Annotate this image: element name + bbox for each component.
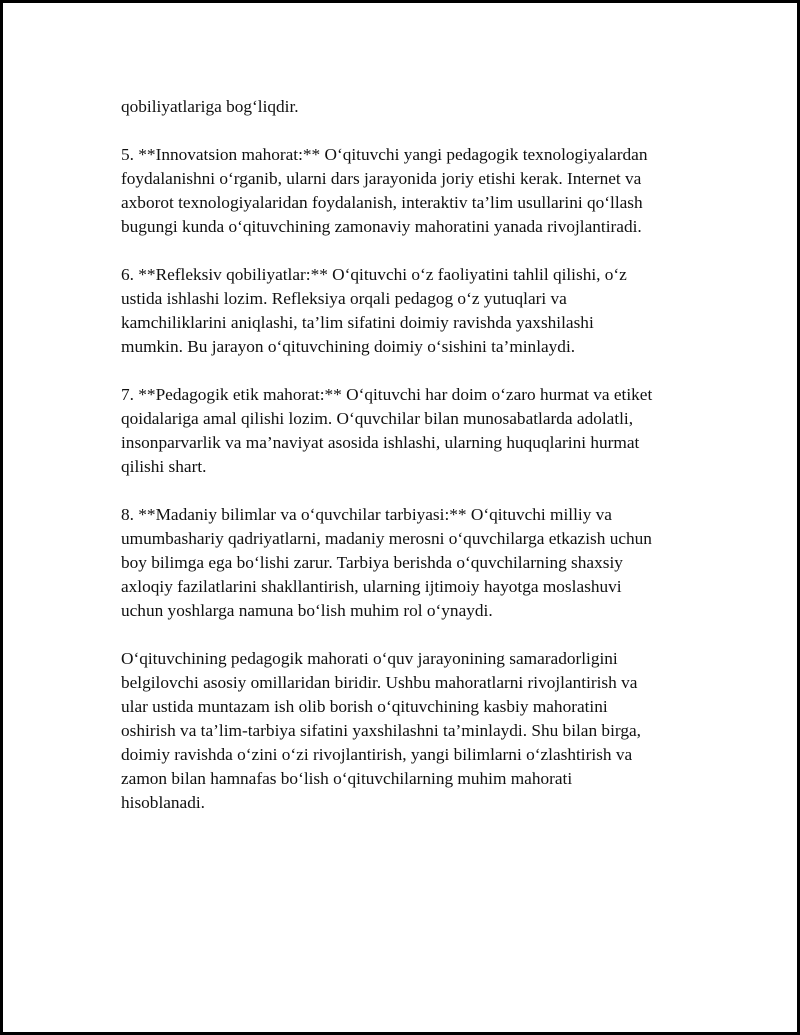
paragraph-item-5-innovation: 5. **Innovatsion mahorat:** O‘qituvchi yangi pedagogik texnologiyalardan foydalanishni o‘rganib, ularni dars jarayonida joriy etishi kerak. Internet va axborot texnologiyalaridan foydalanish, interaktiv ta’lim usullarini qo‘llash bugungi kunda o‘qituvchining zamonaviy mahoratini yanada rivojlantiradi.: [121, 145, 648, 236]
document-body: [121, 95, 701, 839]
paragraph-conclusion: O‘qituvchining pedagogik mahorati o‘quv jarayonining samaradorligini belgilovchi asosiy omillaridan biridir. Ushbu mahoratlarni rivojlantirish va ular ustida muntazam ish olib borish o‘qituvchining kasbiy mahoratini oshirish va ta’lim-tarbiya sifatini yaxshilashni ta’minlaydi. Shu bilan birga, doimiy ravishda o‘zini o‘zi rivojlantirish, yangi bilimlarni o‘zlashtirish va zamon bilan hamnafas bo‘lish o‘qituvchilarning muhim mahorati hisoblanadi.: [121, 649, 641, 812]
paragraph-item-6-reflexive: 6. **Refleksiv qobiliyatlar:** O‘qituvchi o‘z faoliyatini tahlil qilishi, o‘z ustida ishlashi lozim. Refleksiya orqali pedagog o‘z yutuqlari va kamchiliklarini aniqlashi, ta’lim sifatini doimiy ravishda yaxshilashi mumkin. Bu jarayon o‘qituvchining doimiy o‘sishini ta’minlaydi.: [121, 265, 627, 356]
paragraph-item-8-culture: 8. **Madaniy bilimlar va o‘quvchilar tarbiyasi:** O‘qituvchi milliy va umumbashariy qadriyatlarni, madaniy merosni o‘quvchilarga etkazish uchun boy bilimga ega bo‘lishi zarur. Tarbiya berishda o‘quvchilarning shaxsiy axloqiy fazilatlarini shakllantirish, ularning ijtimoiy hayotga moslashuvi uchun yoshlarga namuna bo‘lish muhim rol o‘ynaydi.: [121, 505, 652, 620]
paragraph-continuation: qobiliyatlariga bog‘liqdir.: [121, 97, 299, 116]
paragraph-item-7-ethics: 7. **Pedagogik etik mahorat:** O‘qituvchi har doim o‘zaro hurmat va etiket qoidalariga amal qilishi lozim. O‘quvchilar bilan munosabatlarda adolatli, insonparvarlik va ma’naviyat asosida ishlashi, ularning huquqlarini hurmat qilishi shart.: [121, 385, 653, 476]
